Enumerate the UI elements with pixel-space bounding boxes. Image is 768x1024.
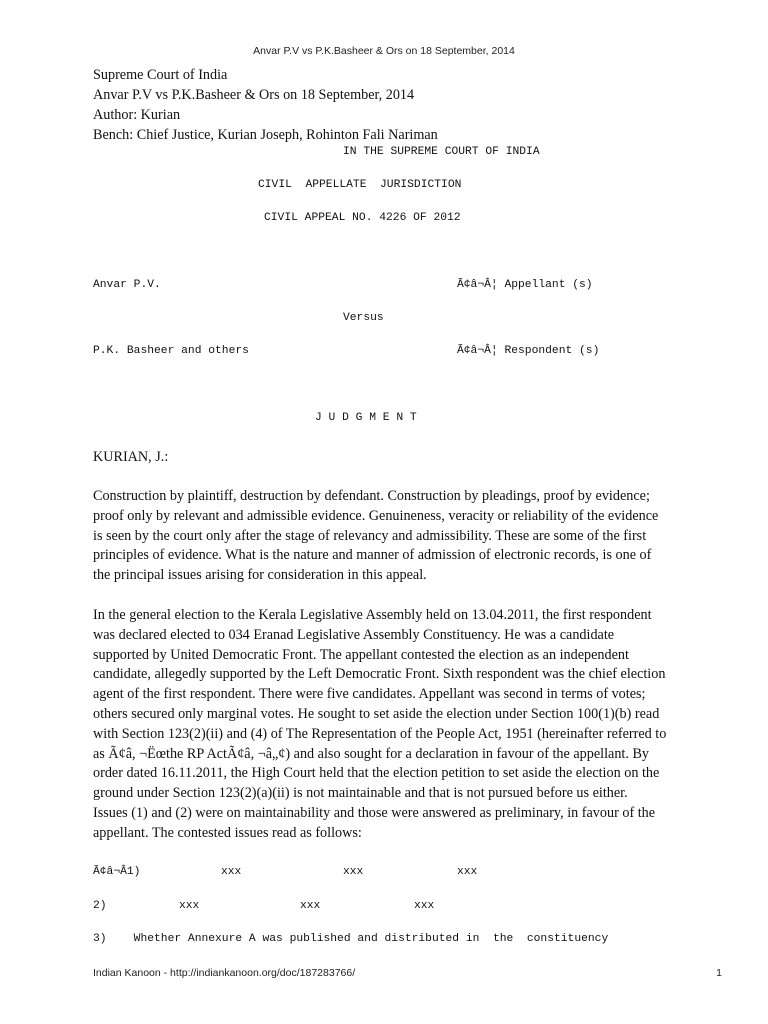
jurisdiction-heading: CIVIL APPELLATE JURISDICTION	[258, 179, 462, 191]
paragraph-line: Issues (1) and (2) were on maintainability and those were answered as preliminary, in favour of the	[93, 804, 656, 821]
paragraph-line: agent of the first respondent. There were five candidates. Appellant was second in terms of votes;	[93, 686, 646, 703]
issue-2-col-2: xxx	[300, 900, 321, 912]
paragraph-line: is seen by the court only after the stage of relevancy and admissibility. These are some of the first	[93, 527, 647, 544]
issue-1-col-1: xxx	[221, 866, 242, 878]
respondent-name: P.K. Basheer and others	[93, 345, 249, 357]
judgment-heading: J U D G M E N T	[315, 412, 417, 424]
footer-source: Indian Kanoon - http://indiankanoon.org/doc/187283766/	[93, 967, 356, 979]
page-header: Anvar P.V vs P.K.Basheer & Ors on 18 September, 2014	[253, 45, 515, 57]
court-heading: IN THE SUPREME COURT OF INDIA	[343, 146, 540, 158]
paragraph-line: ground under Section 123(2)(a)(ii) is not maintainable and that is not pursued before us either.	[93, 785, 628, 802]
paragraph-line: the principal issues arising for consideration in this appeal.	[93, 567, 427, 584]
paragraph-line: candidate, allegedly supported by the Left Democratic Front. Sixth respondent was the chief election	[93, 666, 666, 683]
paragraph-line: In the general election to the Kerala Legislative Assembly held on 13.04.2011, the first respondent	[93, 607, 652, 623]
paragraph-line: as Ã¢â, ¬Ëœthe RP ActÃ¢â, ¬â„¢) and also sought for a declaration in favour of the appellant. By	[93, 745, 650, 762]
issue-2-number: 2)	[93, 900, 107, 912]
issue-3: 3) Whether Annexure A was published and distributed in the constituency	[93, 933, 609, 945]
appellant-name: Anvar P.V.	[93, 279, 161, 291]
paragraph-line: was declared elected to 034 Eranad Legislative Assembly Constituency. He was a candidate	[93, 626, 615, 643]
page-number: 1	[716, 967, 722, 979]
paragraph-line: appellant. The contested issues read as follows:	[93, 824, 362, 841]
paragraph-2	[93, 606, 725, 844]
court-name: Supreme Court of India	[93, 67, 228, 83]
issue-1-col-2: xxx	[343, 866, 364, 878]
paragraph-line: supported by United Democratic Front. The appellant contested the election as an independent	[93, 646, 629, 663]
paragraph-line: Construction by plaintiff, destruction by defendant. Construction by pleadings, proof by evidence;	[93, 488, 650, 504]
issue-2-col-1: xxx	[179, 900, 200, 912]
paragraph-line: others secured only marginal votes. He sought to set aside the election under Section 100(1)(b) read	[93, 705, 660, 722]
paragraph-line: with Section 123(2)(ii) and (4) of The Representation of the People Act, 1951 (hereinafter referred to	[93, 725, 667, 742]
author-line: Author: Kurian	[93, 107, 181, 123]
paragraph-1	[93, 487, 725, 586]
paragraph-line: proof only by relevant and admissible evidence. Genuineness, veracity or reliability of the evidence	[93, 507, 659, 524]
appeal-number: CIVIL APPEAL NO. 4226 OF 2012	[264, 212, 461, 224]
appellant-role: Ã¢â¬Â¦ Appellant (s)	[457, 279, 593, 291]
judge-name: KURIAN, J.:	[93, 449, 169, 465]
paragraph-line: principles of evidence. What is the nature and manner of admission of electronic records, is one of	[93, 547, 652, 564]
versus-label: Versus	[343, 312, 384, 324]
bench-line: Bench: Chief Justice, Kurian Joseph, Rohinton Fali Nariman	[93, 127, 438, 143]
issue-2-col-3: xxx	[414, 900, 435, 912]
issue-1-col-3: xxx	[457, 866, 478, 878]
respondent-role: Ã¢â¬Â¦ Respondent (s)	[457, 345, 600, 357]
case-title: Anvar P.V vs P.K.Basheer & Ors on 18 September, 2014	[93, 87, 415, 103]
paragraph-line: order dated 16.11.2011, the High Court held that the election petition to set aside the election on the	[93, 765, 660, 782]
issue-1-number: Ã¢â¬Â1)	[93, 866, 141, 878]
